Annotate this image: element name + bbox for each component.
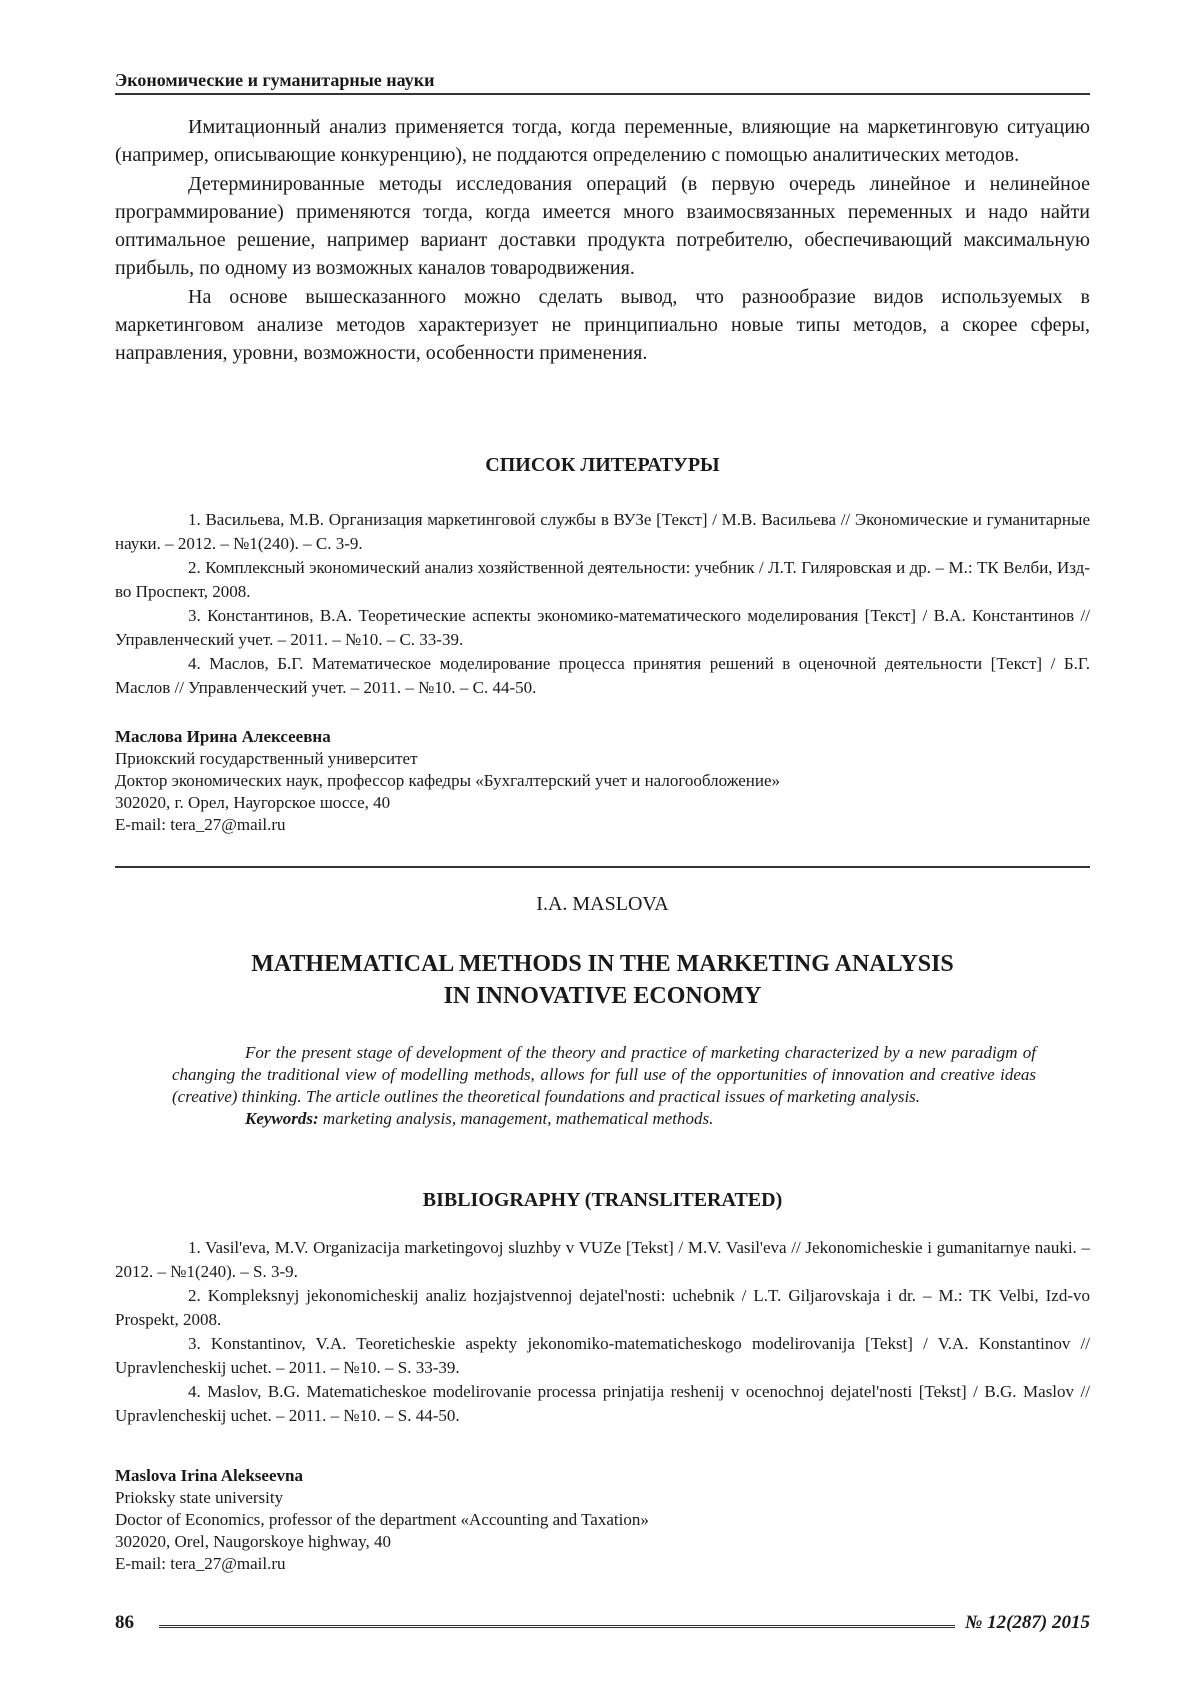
- reference-item: 4. Маслов, Б.Г. Математическое моделирование процесса принятия решений в оценочной деятельности [Текст] / Б.Г. Маслов // Управленческий учет. – 2011. – №10. – С. 44-50.: [115, 652, 1090, 700]
- keywords-text: marketing analysis, management, mathematical methods.: [319, 1109, 714, 1128]
- abstract-text: For the present stage of development of the theory and practice of marketing characterized by a new paradigm of changing the traditional view of modelling methods, allows for full use of the opportunities of innovation and creative ideas (creative) thinking. The article outlines the theoretical foundations and practical issues of marketing analysis.: [172, 1042, 1036, 1108]
- bibliography-heading: BIBLIOGRAPHY (TRANSLITERATED): [115, 1189, 1090, 1212]
- running-header: Экономические и гуманитарные науки: [115, 70, 1090, 95]
- author-address: 302020, Orel, Naugorskoye highway, 40: [115, 1531, 1090, 1553]
- author-address: 302020, г. Орел, Наугорское шоссе, 40: [115, 792, 1090, 814]
- title-line: MATHEMATICAL METHODS IN THE MARKETING ANALYSIS: [115, 948, 1090, 980]
- author-name: Maslova Irina Alekseevna: [115, 1465, 1090, 1487]
- paragraph: На основе вышесказанного можно сделать вывод, что разнообразие видов используемых в маркетинговом анализе методов характеризует не принципиально новые типы методов, а скорее сферы, направления, уровни, возможности, особенности применения.: [115, 283, 1090, 368]
- title-line: IN INNOVATIVE ECONOMY: [115, 980, 1090, 1012]
- reference-item: 2. Комплексный экономический анализ хозяйственной деятельности: учебник / Л.Т. Гиляровская и др. – М.: ТК Велби, Изд-во Проспект, 2008.: [115, 556, 1090, 604]
- author-email: E-mail: tera_27@mail.ru: [115, 814, 1090, 836]
- section-divider: [115, 866, 1090, 868]
- references-list-ru: [115, 508, 1090, 700]
- keywords-label: Keywords:: [245, 1109, 319, 1128]
- reference-item: 1. Васильева, М.В. Организация маркетинговой службы в ВУЗе [Текст] / М.В. Васильева // Экономические и гуманитарные науки. – 2012. – №1(240). – С. 3-9.: [115, 508, 1090, 556]
- reference-item: 4. Maslov, B.G. Matematicheskoe modelirovanie processa prinjatija reshenij v ocenochnoj dejatel'nosti [Tekst] / B.G. Maslov // Upravlencheskij uchet. – 2011. – №10. – S. 44-50.: [115, 1380, 1090, 1428]
- author-name: Маслова Ирина Алексеевна: [115, 726, 1090, 748]
- reference-item: 3. Константинов, В.А. Теоретические аспекты экономико-математического моделирования [Текст] / В.А. Константинов // Управленческий учет. – 2011. – №10. – С. 33-39.: [115, 604, 1090, 652]
- reference-item: 3. Konstantinov, V.A. Teoreticheskie aspekty jekonomiko-matematicheskogo modelirovanija [Tekst] / V.A. Konstantinov // Upravlencheskij uchet. – 2011. – №10. – S. 33-39.: [115, 1332, 1090, 1380]
- page-footer: [115, 1612, 1090, 1634]
- reference-item: 1. Vasil'eva, M.V. Organizacija marketingovoj sluzhby v VUZe [Tekst] / M.V. Vasil'eva // Jekonomicheskie i gumanitarnye nauki. – 2012. – №1(240). – S. 3-9.: [115, 1236, 1090, 1284]
- author-short: I.A. MASLOVA: [115, 893, 1090, 916]
- author-position: Доктор экономических наук, профессор кафедры «Бухгалтерский учет и налогообложение»: [115, 770, 1090, 792]
- issue-number: № 12(287) 2015: [965, 1612, 1090, 1634]
- author-email: E-mail: tera_27@mail.ru: [115, 1553, 1090, 1575]
- paragraph: Имитационный анализ применяется тогда, когда переменные, влияющие на маркетинговую ситуацию (например, описывающие конкуренцию), не поддаются определению с помощью аналитических методов.: [115, 113, 1090, 170]
- body-text: [115, 113, 1090, 368]
- keywords: [172, 1108, 1036, 1130]
- article-title: [115, 948, 1090, 1012]
- paragraph: Детерминированные методы исследования операций (в первую очередь линейное и нелинейное программирование) применяются тогда, когда имеется много взаимосвязанных переменных и надо найти оптимальное решение, например вариант доставки продукта потребителю, обеспечивающий максимальную прибыль, по одному из возможных каналов товародвижения.: [115, 170, 1090, 283]
- references-list-en: [115, 1236, 1090, 1428]
- reference-item: 2. Kompleksnyj jekonomicheskij analiz hozjajstvennoj dejatel'nosti: uchebnik / L.T. Giljarovskaja i dr. – M.: TK Velbi, Izd-vo Prospekt, 2008.: [115, 1284, 1090, 1332]
- author-info-ru: [115, 726, 1090, 836]
- author-affiliation: Приокский государственный университет: [115, 748, 1090, 770]
- page-number: 86: [115, 1612, 134, 1634]
- author-position: Doctor of Economics, professor of the department «Accounting and Taxation»: [115, 1509, 1090, 1531]
- references-heading: СПИСОК ЛИТЕРАТУРЫ: [115, 454, 1090, 477]
- author-affiliation: Prioksky state university: [115, 1487, 1090, 1509]
- abstract: [172, 1042, 1036, 1130]
- author-info-en: [115, 1465, 1090, 1575]
- footer-rule: [159, 1625, 955, 1628]
